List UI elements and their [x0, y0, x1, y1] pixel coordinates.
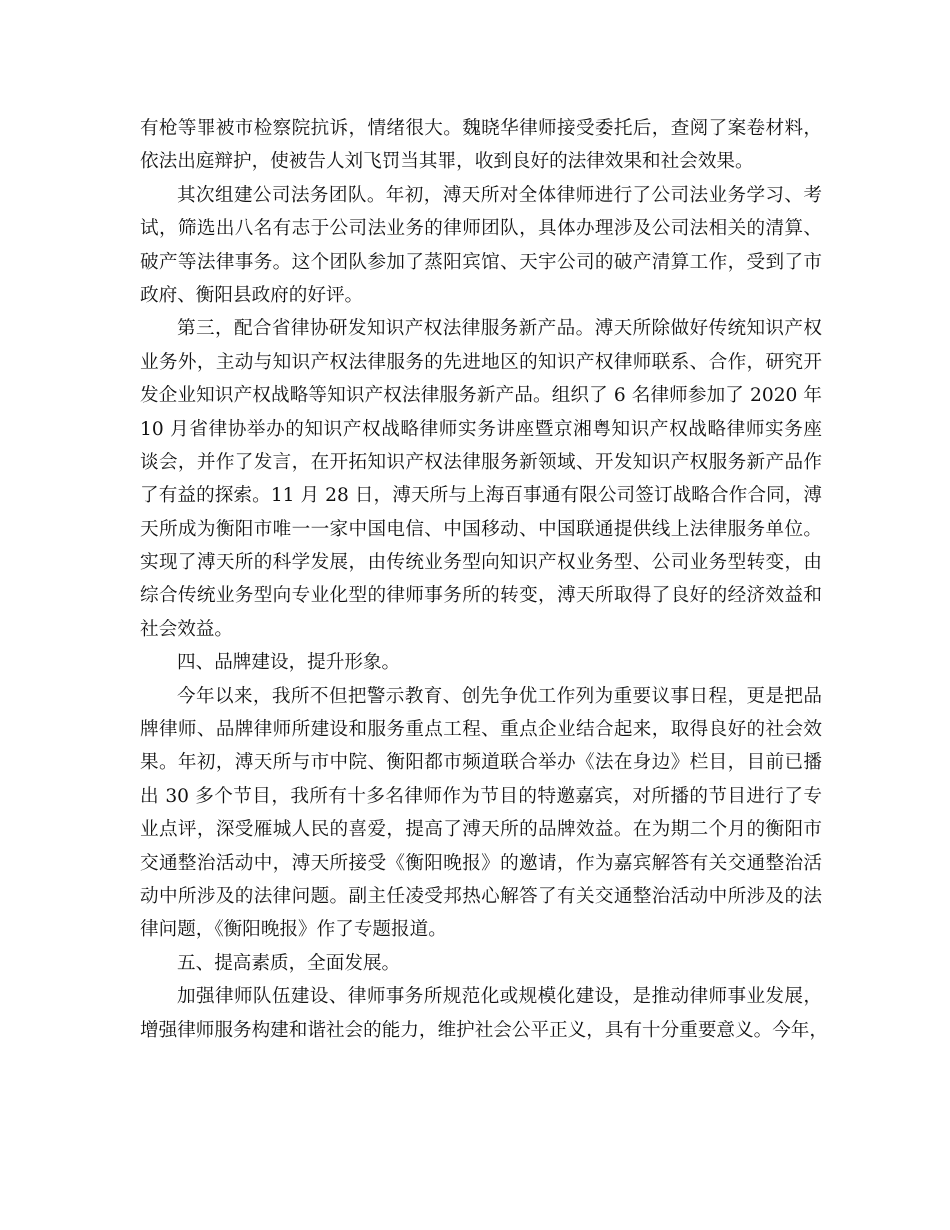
document-body — [140, 112, 828, 1047]
text-line: 社会效益。 — [140, 618, 233, 640]
text-line: 破产等法律事务。这个团队参加了蒸阳宾馆、天宇公司的破产清算工作，受到了市 — [140, 251, 822, 273]
text-line: 政府、衡阳县政府的好评。 — [140, 284, 364, 306]
paragraph-start-line: 加强律师队伍建设、律师事务所规范化或规模化建设，是推动律师事业发展， — [177, 986, 822, 1008]
text-line: 律问题，《衡阳晚报》作了专题报道。 — [140, 919, 447, 941]
text-line: 动中所涉及的法律问题。副主任凌受邦热心解答了有关交通整治活动中所涉及的法 — [140, 885, 822, 907]
text-line: 实现了溥天所的科学发展，由传统业务型向知识产权业务型、公司业务型转变，由 — [140, 552, 822, 574]
text-line: 发企业知识产权战略等知识产权法律服务新产品。组织了 6 名律师参加了 2020 年 — [140, 385, 822, 407]
text-line: 业点评，深受雁城人民的喜爱，提高了溥天所的品牌效益。在为期二个月的衡阳市 — [140, 819, 822, 841]
text-line: 增强律师服务构建和谐社会的能力，维护社会公平正义，具有十分重要意义。今年， — [140, 1019, 828, 1041]
text-line: 出 30 多个节目，我所有十多名律师作为节目的特邀嘉宾，对所播的节目进行了专 — [140, 785, 822, 807]
section-heading: 四、品牌建设，提升形象。 — [177, 652, 401, 674]
text-line: 10 月省律协举办的知识产权战略律师实务讲座暨京湘粤知识产权战略律师实务座 — [140, 418, 822, 440]
paragraph-start-line: 其次组建公司法务团队。年初，溥天所对全体律师进行了公司法业务学习、考 — [177, 184, 822, 206]
section-heading: 五、提高素质，全面发展。 — [177, 952, 401, 974]
text-line: 综合传统业务型向专业化型的律师事务所的转变，溥天所取得了良好的经济效益和 — [140, 585, 822, 607]
text-line: 天所成为衡阳市唯一一家中国电信、中国移动、中国联通提供线上法律服务单位。 — [140, 518, 822, 540]
text-line: 交通整治活动中，溥天所接受《衡阳晚报》的邀请，作为嘉宾解答有关交通整治活 — [140, 852, 822, 874]
text-line: 牌律师、品牌律师所建设和服务重点工程、重点企业结合起来，取得良好的社会效 — [140, 719, 822, 741]
paragraph-start-line: 第三，配合省律协研发知识产权法律服务新产品。溥天所除做好传统知识产权 — [177, 318, 822, 340]
text-line: 试，筛选出八名有志于公司法业务的律师团队，具体办理涉及公司法相关的清算、 — [140, 218, 822, 240]
text-line: 依法出庭辩护，使被告人刘飞罚当其罪，收到良好的法律效果和社会效果。 — [140, 151, 754, 173]
text-line: 谈会，并作了发言，在开拓知识产权法律服务新领域、开发知识产权服务新产品作 — [140, 451, 822, 473]
paragraph-start-line: 今年以来，我所不但把警示教育、创先争优工作列为重要议事日程，更是把品 — [177, 685, 822, 707]
text-line: 果。年初，溥天所与市中院、衡阳都市频道联合举办《法在身边》栏目，目前已播 — [140, 752, 822, 774]
text-line: 有枪等罪被市检察院抗诉，情绪很大。魏晓华律师接受委托后，查阅了案卷材料， — [140, 118, 822, 139]
text-line: 了有益的探索。11 月 28 日，溥天所与上海百事通有限公司签订战略合作合同，溥 — [140, 485, 822, 507]
text-line: 业务外，主动与知识产权法律服务的先进地区的知识产权律师联系、合作，研究开 — [140, 351, 822, 373]
